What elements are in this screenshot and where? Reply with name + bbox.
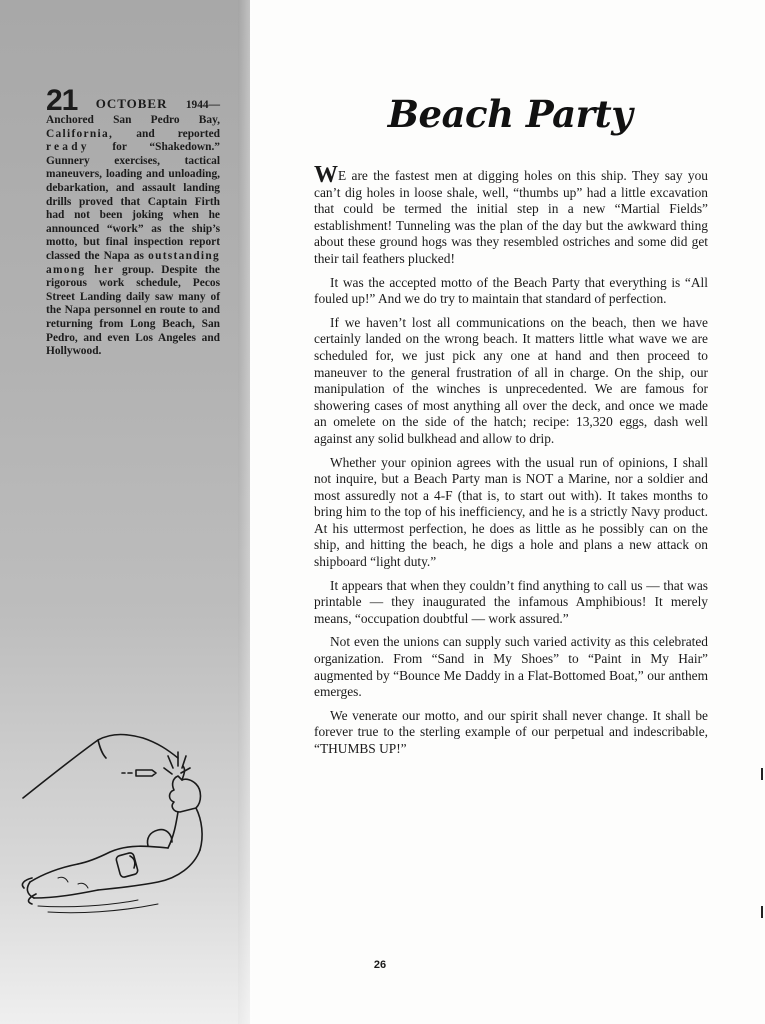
article-paragraph: It was the accepted motto of the Beach Party that everything is “All fouled up!” And we do try to maintain that standard of perfection. bbox=[314, 274, 708, 307]
sailor-cartoon-illustration bbox=[18, 728, 228, 918]
chronology-text-part-2: and reported bbox=[113, 127, 220, 140]
page-number: 26 bbox=[373, 959, 387, 971]
chronology-text-california: California, bbox=[46, 127, 114, 140]
chronology-day: 21 bbox=[46, 84, 78, 117]
article-paragraph-1 bbox=[314, 162, 708, 268]
article-paragraph: If we haven’t lost all communications on the beach, then we have certainly landed on the wrong beach. It matters little what wave we are scheduled for, we just pick any one at hand and then proceed to maneuver to the general frustration of all in charge. On the ship, our manipulation of the winches is unprecedented. We are famous for showering cases of most anything all over the deck, and once we made an omelete on the side of the hatch; recipe: 13,320 eggs, dash well against any solid bulkhead and allow to drip. bbox=[314, 314, 708, 446]
scan-edge-mark bbox=[761, 906, 763, 918]
article-paragraph: It appears that when they couldn’t find anything to call us — that was printable — they inaugurated the infamous Amphibious! It merely means, “occupation doubtful — work assured.” bbox=[314, 577, 708, 626]
chronology-text-ready: ready bbox=[46, 141, 90, 154]
chronology-year: 1944 bbox=[185, 99, 209, 111]
chronology-text-part-1: Anchored San Pedro Bay, bbox=[46, 114, 220, 126]
chronology-text-outstanding: outstanding among her bbox=[46, 249, 220, 276]
article-paragraph-1-text: E are the fastest men at digging holes on this ship. They say you can’t dig holes in loose shale, well, “thumbs up” had a little excavation that could be termed the initial step in a new “Martial Fields” establishment! Tunneling was the plan of the day but the awkward thing about these ground hogs was they resembled ostriches and some did get their tail feathers plucked! bbox=[314, 168, 708, 266]
article-paragraph: Not even the unions can supply such varied activity as this celebrated organization. From “Sand in My Shoes” to “Paint in My Hair” augmented by “Bounce Me Daddy in a Flat-Bottomed Boat,” our anthem emerges. bbox=[314, 634, 708, 700]
article-title: Beach Party bbox=[387, 92, 633, 136]
sidebar-edge-shadow bbox=[238, 0, 252, 1024]
sidebar-chronology-note bbox=[46, 84, 220, 359]
scan-edge-mark bbox=[761, 768, 763, 780]
article-body bbox=[314, 162, 708, 765]
article-paragraph: Whether your opinion agrees with the usual run of opinions, I shall not inquire, but a Beach Party man is NOT a Marine, nor a soldier and most assuredly not a 4-F (that is, to start out with). It takes months to bring him to the top of his inefficiency, and he is a strictly Navy product. At his uttermost perfection, he does as little as he possibly can on the ship, and hitting the beach, he digs a hole and plans a new attack on shipboard “light duty.” bbox=[314, 454, 708, 570]
chronology-month: OCTOBER bbox=[95, 96, 168, 111]
chronology-text-part-4: group. Despite the rigorous work schedule, Pecos Street Landing daily saw many of the Napa personnel en route to and returning from Long Beach, San Pedro, and even Los Angeles and Hollywood. bbox=[46, 263, 220, 358]
article-dropcap: W bbox=[314, 162, 338, 188]
chronology-text-part-3: for “Shakedown.” Gunnery exercises, tactical maneuvers, loading and unloading, debarkation, and assault landing drills proved that Captain Firth had not been joking when he announced “work” as the ship’s motto, but final inspection report classed the Napa as bbox=[46, 141, 220, 262]
chronology-dash: — bbox=[208, 99, 220, 111]
article-paragraph: We venerate our motto, and our spirit shall never change. It shall be forever true to the sterling example of our perpetual and indescribable, “THUMBS UP!” bbox=[314, 707, 708, 756]
